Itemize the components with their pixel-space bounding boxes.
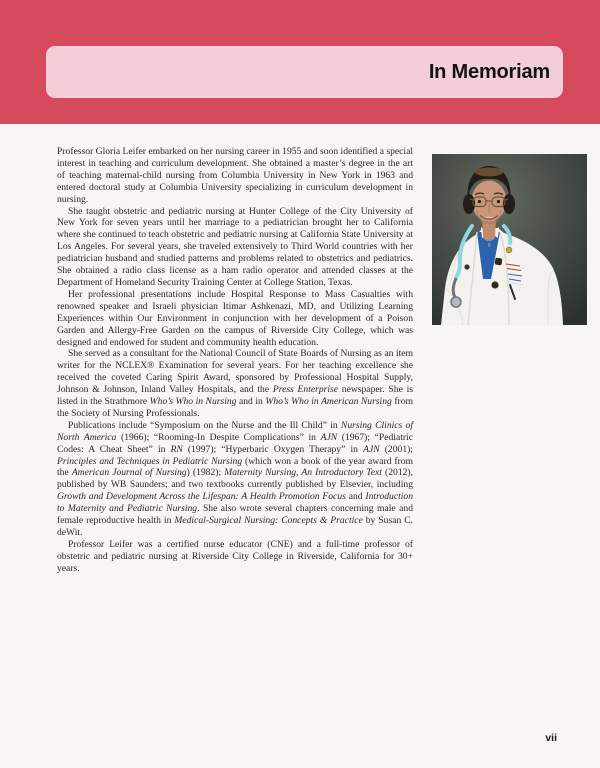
- header-banner: [0, 0, 600, 124]
- portrait-photo: [432, 154, 587, 325]
- page-number: vii: [545, 732, 557, 744]
- paragraph: Professor Leifer was a certified nurse educator (CNE) and a full-time professor of obstetric and pediatric nursing at Riverside City College in Riverside, California for 30+ years.: [57, 538, 413, 574]
- paragraph: She served as a consultant for the National Council of State Boards of Nursing as an item writer for the NCLEX® Examination for several years. For her teaching excellence she received the coveted Caring Spirit Award, sponsored by Professional Hospital Supply, Johnson & Johnson, Inland Valley Hospitals, and the Press Enterprise newspaper. She is listed in the Strathmore Who’s Who in Nursing and in Who’s Who in American Nursing from the Society of Nursing Professionals.: [57, 348, 413, 419]
- memoriam-text: [57, 146, 413, 575]
- page-title: In Memoriam: [428, 60, 550, 83]
- paragraph: She taught obstetric and pediatric nursing at Hunter College of the City University of New York for seven years until her marriage to a pediatrician brought her to California where she continued to teach obstetric and pediatric nursing at California State University at Los Angeles. For several years, she traveled extensively to Third World countries with her pediatrician husband and studied patterns and problems related to obstetrics and pediatrics. She obtained a radio class license as a ham radio operator and attended classes at the Department of Homeland Security Training Center at College Station, Texas.: [57, 205, 413, 288]
- paragraph: Her professional presentations include Hospital Response to Mass Casualties with renowned speaker and Israeli physician Itimar Ashkenazi, MD, and Utilizing Learning Experiences within Our Environment in conjunction with her development of a Poison Garden and Allergy-Free Garden on the campus of Riverside City College, which was designed and endowed for student and community health education.: [57, 288, 413, 348]
- memoriam-title-panel: [46, 46, 563, 98]
- paragraph: Publications include “Symposium on the Nurse and the Ill Child” in Nursing Clinics of North America (1966); “Rooming-In Despite Complications” in AJN (1967); “Pediatric Codes: A Cheat Sheet” in RN (1997); “Hyperbaric Oxygen Therapy” in AJN (2001); Principles and Techniques in Pediatric Nursing (which won a book of the year award from the American Journal of Nursing) (1982); Maternity Nursing, An Introductory Text (2012), published by WB Saunders; and two textbooks currently published by Elsevier, including Growth and Development Across the Lifespan: A Health Promotion Focus and Introduction to Maternity and Pediatric Nursing. She also wrote several chapters concerning male and female reproductive health in Medical-Surgical Nursing: Concepts & Practice by Susan C. deWit.: [57, 419, 414, 538]
- paragraph: Professor Gloria Leifer embarked on her nursing career in 1955 and soon identified a special interest in teaching and curriculum development. She obtained a master’s degree in the art of teaching maternal-child nursing from Columbia University in New York in 1963 and entered doctoral study at Columbia University specializing in curriculum development in nursing.: [57, 146, 413, 205]
